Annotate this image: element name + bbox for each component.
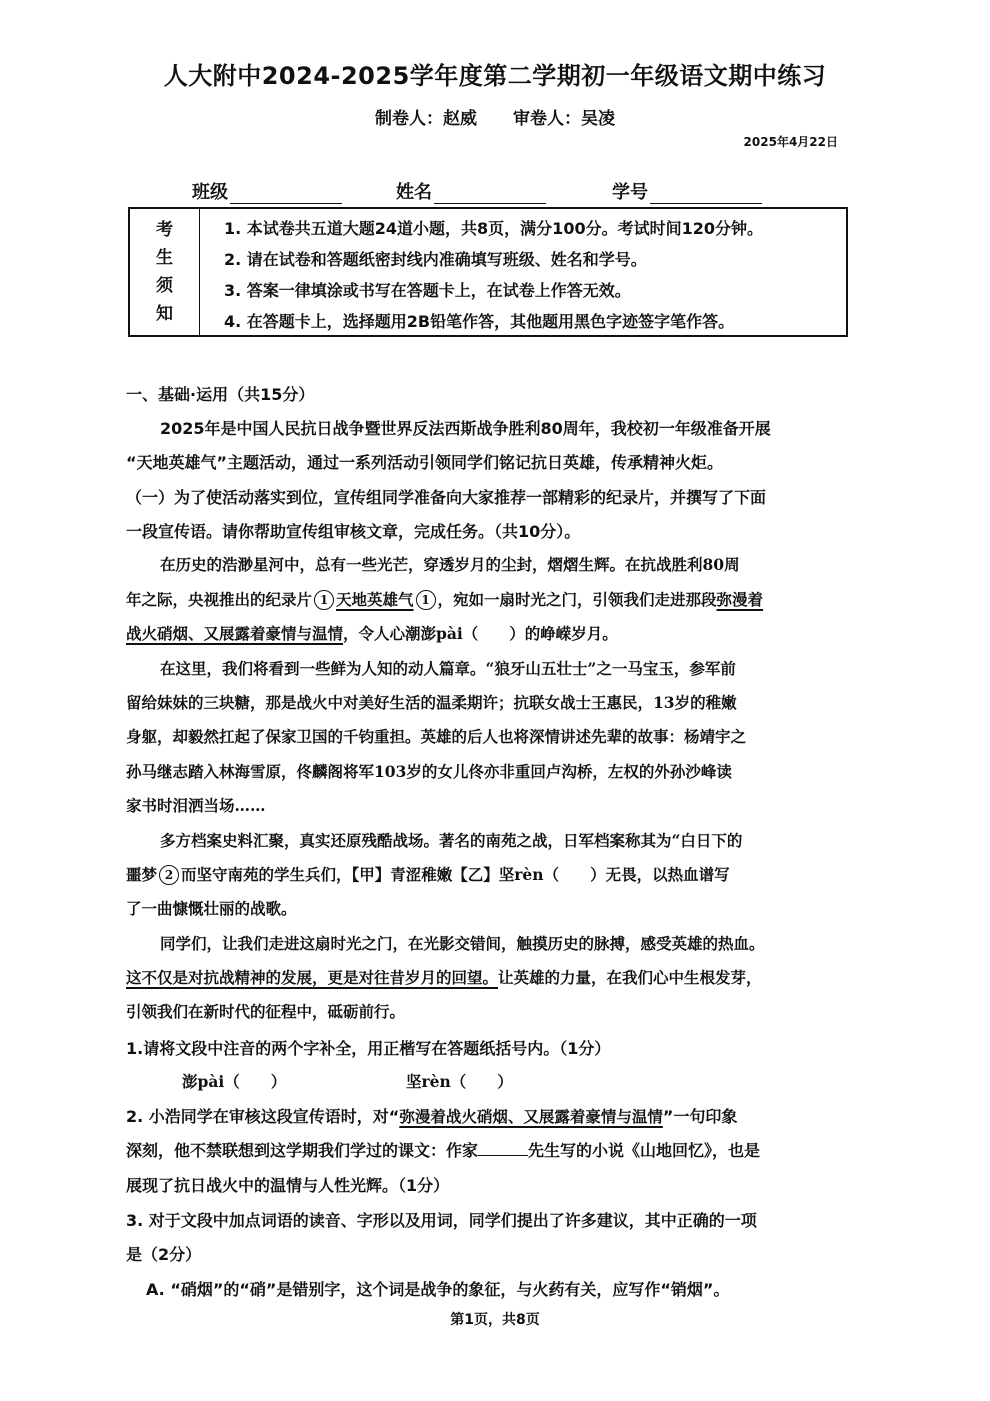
student-id-field[interactable] bbox=[612, 178, 762, 204]
name-label: 姓名 bbox=[396, 182, 432, 203]
intro-line: “天地英雄气”主题活动，通过一系列活动引领同学们铭记抗日英雄，传承精神火炬。 bbox=[126, 453, 724, 472]
question-1: 1.请将文段中注音的两个字补全，用正楷写在答题纸括号内。（1分） bbox=[126, 1039, 611, 1058]
passage-line: 了一曲慷慨壮丽的战歌。 bbox=[126, 899, 297, 918]
passage-line: 孙马继志踏入林海雪原，佟麟阁将军103岁的女儿佟亦非重回卢沟桥，左权的外孙沙峰读 bbox=[126, 762, 732, 781]
question-3-line: 3. 对于文段中加点词语的读音、字形以及用词，同学们提出了许多建议，其中正确的一项 bbox=[126, 1211, 757, 1230]
passage-line bbox=[126, 588, 763, 610]
passage-line: 在历史的浩渺星河中，总有一些光芒，穿透岁月的尘封，熠熠生辉。在抗战胜利80周 bbox=[160, 555, 740, 574]
q2-text: 深刻，他不禁联想到这学期我们学过的课文：作家 bbox=[126, 1141, 479, 1160]
notice-label-char: 须 bbox=[156, 276, 173, 296]
q1-blank-a[interactable]: 澎pài（ ） bbox=[182, 1072, 287, 1091]
marker-circle: 2 bbox=[159, 865, 179, 885]
passage-line: 身躯，却毅然扛起了保家卫国的千钧重担。英雄的后人也将深情讲述先辈的故事：杨靖宇之 bbox=[126, 727, 747, 746]
passage-text: 噩梦 bbox=[126, 865, 158, 884]
question-2-line: 展现了抗日战火中的温情与人性光辉。（1分） bbox=[126, 1176, 450, 1195]
author-blank[interactable] bbox=[478, 1139, 528, 1156]
intro-line: 一段宣传语。请你帮助宣传组审核文章，完成任务。（共10分）。 bbox=[126, 522, 581, 541]
class-blank[interactable] bbox=[230, 183, 342, 204]
underlined-phrase: 战火硝烟、又展露着豪情与温情 bbox=[126, 624, 344, 643]
notice-label-char: 知 bbox=[156, 304, 173, 324]
q2-quoted-phrase: 弥漫着战火硝烟、又展露着豪情与温情 bbox=[399, 1107, 663, 1126]
notice-item: 2. 请在试卷和答题纸密封线内准确填写班级、姓名和学号。 bbox=[224, 250, 647, 269]
passage-line: 在这里，我们将看到一些鲜为人知的动人篇章。“狼牙山五壮士”之一马宝玉，参军前 bbox=[160, 659, 736, 678]
q1-blank-b[interactable]: 坚rèn（ ） bbox=[406, 1072, 513, 1091]
name-blank[interactable] bbox=[434, 183, 546, 204]
passage-line bbox=[126, 966, 762, 988]
student-id-label: 学号 bbox=[612, 182, 648, 203]
passage-line: 同学们，让我们走进这扇时光之门，在光影交错间，触摸历史的脉搏，感受英雄的热血。 bbox=[160, 934, 765, 953]
class-label: 班级 bbox=[192, 182, 228, 203]
notice-label-char: 考 bbox=[156, 220, 173, 240]
marker-circle: 1 bbox=[314, 590, 334, 610]
maker: 制卷人：赵威 bbox=[375, 109, 477, 129]
notice-items bbox=[200, 209, 846, 335]
exam-title: 人大附中2024-2025学年度第二学期初一年级语文期中练习 bbox=[163, 62, 827, 90]
documentary-title: 天地英雄气 bbox=[336, 590, 414, 609]
question-3-line: 是（2分） bbox=[126, 1245, 202, 1264]
passage-text: ，令人心潮澎pài（ ）的峥嵘岁月。 bbox=[343, 624, 618, 643]
exam-notice-box bbox=[128, 207, 848, 337]
notice-label-char: 生 bbox=[156, 248, 173, 268]
marker-circle: 1 bbox=[416, 590, 436, 610]
passage-line: 留给妹妹的三块糖，那是战火中对美好生活的温柔期许；抗联女战士王惠民，13岁的稚嫩 bbox=[126, 693, 737, 712]
passage-text: 而坚守南苑的学生兵们，【甲】青涩稚嫩【乙】坚rèn（ ）无畏，以热血谱写 bbox=[181, 865, 730, 884]
name-field[interactable] bbox=[396, 178, 546, 204]
passage-line: 多方档案史料汇聚，真实还原残酷战场。著名的南苑之战，日军档案称其为“白日下的 bbox=[160, 831, 743, 850]
passage-line bbox=[126, 863, 730, 885]
passage-line: 引领我们在新时代的征程中，砥砺前行。 bbox=[126, 1002, 406, 1021]
passage-text: 让英雄的力量，在我们心中生根发芽， bbox=[498, 968, 762, 987]
passage-line: 家书时泪洒当场…… bbox=[126, 796, 266, 815]
passage-text: ，宛如一扇时光之门，引领我们走进那段 bbox=[437, 590, 717, 609]
student-id-blank[interactable] bbox=[650, 183, 762, 204]
class-field[interactable] bbox=[192, 178, 342, 204]
notice-label bbox=[130, 209, 200, 335]
passage-text: 年之际，央视推出的纪录片 bbox=[126, 590, 313, 609]
q3-option-a[interactable]: A. “硝烟”的“硝”是错别字，这个词是战争的象征，与火药有关，应写作“销烟”。 bbox=[146, 1280, 730, 1299]
passage-line bbox=[126, 622, 618, 644]
question-2-line bbox=[126, 1104, 737, 1127]
underlined-phrase: 弥漫着 bbox=[716, 590, 764, 609]
notice-item: 1. 本试卷共五道大题24道小题，共8页，满分100分。考试时间120分钟。 bbox=[224, 219, 763, 238]
q2-text: ”一句印象 bbox=[662, 1107, 738, 1126]
q2-text: 2. 小浩同学在审核这段宣传语时，对“ bbox=[126, 1107, 400, 1126]
underlined-sentence: 这不仅是对抗战精神的发展，更是对往昔岁月的回望。 bbox=[126, 968, 499, 987]
author-line bbox=[0, 104, 990, 129]
q2-text: 先生写的小说《山地回忆》，也是 bbox=[528, 1141, 761, 1160]
intro-line: 2025年是中国人民抗日战争暨世界反法西斯战争胜利80周年，我校初一年级准备开展 bbox=[160, 419, 771, 438]
intro-line: （一）为了使活动落实到位，宣传组同学准备向大家推荐一部精彩的纪录片，并撰写了下面 bbox=[126, 488, 767, 507]
notice-item: 3. 答案一律填涂或书写在答题卡上，在试卷上作答无效。 bbox=[224, 281, 631, 300]
section-heading: 一、基础·运用（共15分） bbox=[126, 385, 315, 404]
doc-title-marked bbox=[312, 590, 438, 609]
notice-item: 4. 在答题卡上，选择题用2B铅笔作答，其他题用黑色字迹签字笔作答。 bbox=[224, 312, 735, 331]
student-info-fields bbox=[192, 178, 812, 208]
question-2-line bbox=[126, 1138, 760, 1161]
page-footer: 第1页，共8页 bbox=[450, 1312, 540, 1328]
reviewer: 审卷人：吴凌 bbox=[513, 109, 615, 129]
exam-date: 2025年4月22日 bbox=[743, 135, 838, 149]
